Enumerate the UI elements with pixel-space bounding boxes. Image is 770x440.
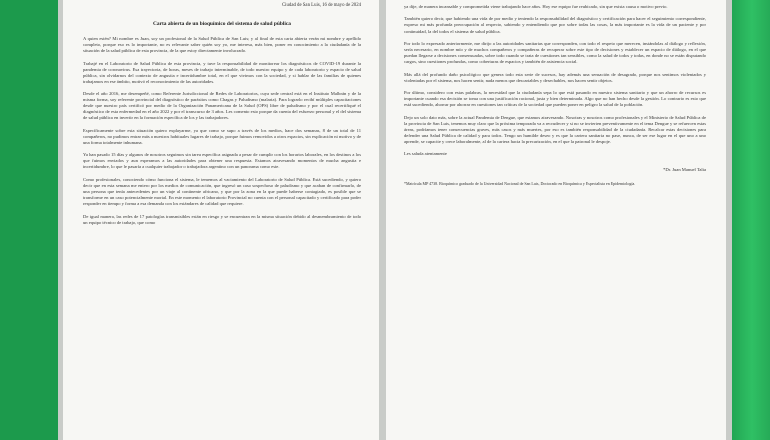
paragraph: Desde el año 2016, me desempeñé, como Referente Jurisdiccional de Redes de Laboratorios, cuya sede central está en el Instituto Malbrán y de la misma forma, soy referente provincial del diagnóstico de parásitos como Chagas y Paludismo (malaria). Para lograrlo recibí múltiples capacitaciones desde que nuestro país certificó por medio de la Organización Panamericana de la Salud (OPS) libre de paludismo y por el cual recertifiqué el diagnóstico de esta enfermedad en el año 2022 y por el transcurso de 3 años. Les comento esto porque da cuenta del esfuerzo personal y el del sistema de salud pública en invertir en la formación específica de los y las trabajadores. [83,91,361,121]
letter-title: Carta abierta de un bioquímico del sistema de salud pública [153,21,291,28]
letter-footnote: *Matrícula MP 4738. Bioquímico graduado de la Universidad Nacional de San Luis, Doctorado en Bioquímica y Especialista en Epidemiología. [404,181,636,187]
letter-page-left [63,0,379,440]
paragraph: Ya han pasado 15 días y algunos de nosotros seguimos sin tarea específica asignada a pesar de cumplir con los horarios laborales, en los destinos a los que fuimos enviados y aun esperamos a las autoridades para obtener una respuesta. Estamos atravesando momentos de mucha angustia e incertidumbre, lo que le pasaría a cualquier trabajador o trabajadora argentino con un panorama como este. [83,152,361,170]
letter-date: Ciudad de San Luis, 16 de mayo de 2024 [281,3,361,8]
green-background-stripe [730,0,770,440]
paragraph: De igual manera, las redes de 17 patologías transmisibles están en riesgo y se encuentran en la misma situación debido al desmembramiento de todo un equipo técnico de trabajo, que como [83,213,361,225]
paragraph: Por último, considero con estas palabras, la necesidad que la ciudadanía sepa lo que está pasando en nuestro sistema sanitario y que un ahorro de recursos es importante cuando esa decisión se toma con una justificación racional, justa y bien determinada. Algo que no han hecho desde la gestión. Lo contrario es esto que está sucediendo, ahorrar por ahorrar en cuestiones tan críticas de la sociedad que pueden poner en peligro la salud de la población. [404,90,706,108]
letter-page-right [386,0,726,440]
paragraph: Dejo un solo dato más, sobre la actual Pandemia de Dengue, que estamos atravesando. Nosotras y nosotros como profesionales y el Ministerio de Salud Pública de la provincia de San Luis, tenemos muy claro que la próxima temporada va a recrudecer y si no se invierten preventivamente en el tema Dengue y se refuercen estas áreas, podríamos tener consecuencias graves, más casos y más muertes, por eso es también responsabilidad de la ciudadanía. Recalcar estas decisiones para defender una Salud Pública de calidad y para todos. Tengo un humilde deseo y es que la cartera sanitaria no pase, nunca, de ser ese lugar en el que uno a uno aprende, se capacite y crece laboralmente, al de la cartera hacia la precarización, en el que la patronal le despoje. [404,114,706,144]
paragraph: ya dije, de manera incansable y comprometida viene trabajando hace años. Hoy ese equipo fue reubicado, sin que exista causa o motivo previo. [404,4,668,9]
letter-signature: *Dr. Juan Manuel Talia [663,167,706,173]
paragraph: Trabajé en el Laboratorio de Salud Pública de esta provincia, y tuve la responsabilidad de monitorear los diagnósticos de COVID-19 durante la pandemia de coronavirus. Esa trayectoria, de horas, meses de trabajo interminable, de todo nuestro equipo y de cada laboratorio y espacio de salud pública, sin olvidarnos del contexto de angustia e incertidumbre total, en el que vivimos con la sociedad, y si hablar de las familias de quienes trabajamos en ese ámbito, motivó el reconocimiento de las autoridades. [83,60,361,84]
paragraph: Específicamente sobre esta situación quiero explayarme, ya que como se supo a través de los medios, hace dos semanas, 8 de un total de 11 compañeros, no pudimos entrar más a nuestros habituales lugares de trabajo, porque fuimos removidos a otros espacios, sin explicación ni motivo y de una forma totalmente inhumana. [83,127,361,145]
paragraph: Por todo lo expresado anteriormente, me dirijo a las autoridades sanitarias que corresponden, con todo el respeto que merecen, instándolas al diálogo y reflexión, sería necesario, en nombre mío y de muchos compañeros y compañeras de recuperar sobre este tipo de decisiones y establecer un espacio de diálogo, en el que puedan llegarse a decisiones consensuadas, sobre todo cuando se trata de cuestiones tan sensibles, como la salud de todos y todas, en donde no se están disputando cargos, sino cuestiones profundas, como coberturas de espacios y también de asistencia social. [404,40,706,65]
paragraph: Como profesionales, conociendo cómo funciona el sistema, le tememos al vaciamiento del Laboratorio de Salud Pública. Está sucediendo, y quiero decir que en esta semana me entero por los medios de comunicación, que ingresó un caso sospechoso de paludismo y que acaban de confirmarlo, de una persona que tenía antecedentes por un viaje al continente africano, y que por la zona en la que puede haberse contagiado, es posible que se transforme en un caso potencialmente mortal. En este momento el laboratorio Provincial no cuenta con el personal capacitado y certificado para poder responder en tiempo y forma a esa demanda con los estándares de calidad que requiere. [83,176,361,207]
paragraph: A quien estén? Mi nombre es Juan, soy un profesional de la Salud Pública de San Luis; y al final de esta carta abierta verán mi nombre y apellido completo, porque eso es lo importante, no es relevante saber quién soy yo, me interesa, más bien, poner en conocimiento a la ciudadanía de la situación de la salud pública de esta provincia, de la que estoy directamente involucrado. [83,36,361,54]
paragraph: También quiero decir, que habiendo una vida de por medio y teniendo la responsabilidad del diagnóstico y certificación para hacer el seguimiento correspondiente, expreso mi más profunda preocupación al respecto, sabiendo y entendiendo que por sobre todas las cosas, la más importante es la vida de un paciente y por continuidad, la del todos el sistema de salud pública. [404,16,706,34]
letter-closing: Les saluda atentamente [404,151,447,157]
paragraph: Más allá del profundo daño psicológico que genera todo esta serie de sucesos, hay además una sensación de desagrado, porque nos sentimos violentados y violentadas por el sistema, nos hacen sentir, nada menos que descartables y desechables, nos hacen sentir objetos. [404,71,706,83]
